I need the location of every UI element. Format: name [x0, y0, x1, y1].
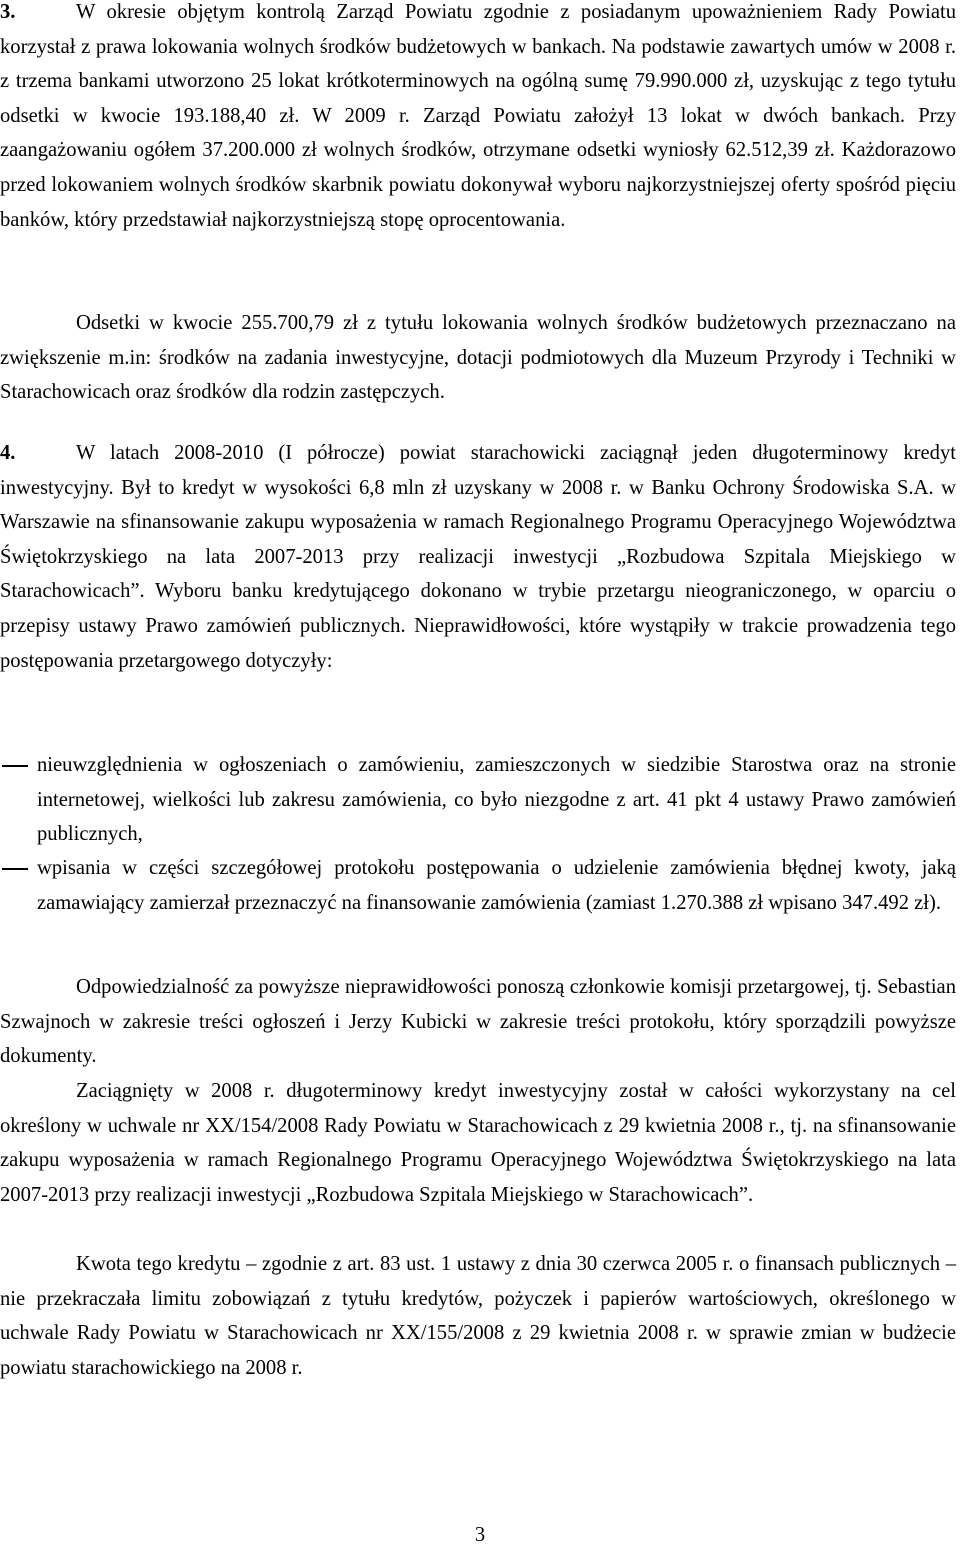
credit-usage-text: Zaciągnięty w 2008 r. długoterminowy kredyt inwestycyjny został w całości wykorzystany na cel określony w uchwale nr XX/154/2008 Rady Powiatu w Starachowicach z 29 kwietnia 2008 r., tj. na sfinansowanie zakupu wyposażenia w ramach Regionalnego Programu Operacyjnego Województwa Świętokrzyskiego na lata 2007-2013 przy realizacji inwestycji „Rozbudowa Szpitala Miejskiego w Starachowicach”. — [0, 1080, 956, 1206]
interest-text: Odsetki w kwocie 255.700,79 zł z tytułu lokowania wolnych środków budżetowych przeznaczano na zwiększenie m.in: środków na zadania inwestycyjne, dotacji podmiotowych dla Muzeum Przyrody i Techniki w Starachowicach oraz środków dla rodzin zastępczych. — [0, 312, 956, 404]
section-3-text: W okresie objętym kontrolą Zarząd Powiatu zgodnie z posiadanym upoważnieniem Rady Powiatu korzystał z prawa lokowania wolnych środków budżetowych w bankach. Na podstawie zawartych umów w 2008 r. z trzema bankami utworzono 25 lokat krótkoterminowych na ogólną sumę 79.990.000 zł, uzyskując z tego tytułu odsetki w kwocie 193.188,40 zł. W 2009 r. Zarząd Powiatu założył 13 lokat w dwóch bankach. Przy zaangażowaniu ogółem 37.200.000 zł wolnych środków, otrzymane odsetki wyniosły 62.512,39 zł. Każdorazowo przed lokowaniem wolnych środków skarbnik powiatu dokonywał wyboru najkorzystniejszej oferty spośród pięciu banków, który przedstawiał najkorzystniejszą stopę oprocentowania. — [0, 1, 956, 231]
section-4-number: 4. — [0, 442, 16, 464]
credit-usage-paragraph — [0, 1074, 956, 1212]
responsibility-paragraph — [0, 970, 956, 1074]
credit-limit-text: Kwota tego kredytu – zgodnie z art. 83 ust. 1 ustawy z dnia 30 czerwca 2005 r. o finansach publicznych – nie przekraczała limitu zobowiązań z tytułu kredytów, pożyczek i papierów wartościowych, określonego w uchwale Rady Powiatu w Starachowicach nr XX/155/2008 z 29 kwietnia 2008 r. w sprawie zmian w budżecie powiatu starachowickiego na 2008 r. — [0, 1253, 956, 1379]
page-number: 3 — [474, 1524, 486, 1546]
credit-limit-paragraph — [0, 1247, 956, 1385]
section-4-paragraph — [0, 436, 956, 678]
interest-paragraph — [0, 306, 956, 410]
list-item-text: nieuwzględnienia w ogłoszeniach o zamówieniu, zamieszczonych w siedzibie Starostwa oraz na stronie internetowej, wielkości lub zakresu zamówienia, co było niezgodne z art. 41 pkt 4 ustawy Prawo zamówień publicznych, — [37, 754, 956, 846]
section-3-number: 3. — [0, 1, 16, 23]
section-4-text: W latach 2008-2010 (I półrocze) powiat starachowicki zaciągnął jeden długoterminowy kredyt inwestycyjny. Był to kredyt w wysokości 6,8 mln zł uzyskany w 2008 r. w Banku Ochrony Środowiska S.A. w Warszawie na sfinansowanie zakupu wyposażenia w ramach Regionalnego Programu Operacyjnego Województwa Świętokrzyskiego na lata 2007-2013 przy realizacji inwestycji „Rozbudowa Szpitala Miejskiego w Starachowicach”. Wyboru banku kredytującego dokonano w trybie przetargu nieograniczonego, w oparciu o przepisy ustawy Prawo zamówień publicznych. Nieprawidłowości, które wystąpiły w trakcie prowadzenia tego postępowania przetargowego dotyczyły: — [0, 442, 956, 672]
list-item-text: wpisania w części szczegółowej protokołu postępowania o udzielenie zamówienia błędnej kwoty, jaką zamawiający zamierzał przeznaczyć na finansowanie zamówienia (zamiast 1.270.388 zł wpisano 347.492 zł). — [37, 857, 956, 914]
section-3-paragraph — [0, 0, 956, 237]
responsibility-text: Odpowiedzialność za powyższe nieprawidłowości ponoszą członkowie komisji przetargowej, tj. Sebastian Szwajnoch w zakresie treści ogłoszeń i Jerzy Kubicki w zakresie treści protokołu, który sporządzili powyższe dokumenty. — [0, 976, 956, 1068]
